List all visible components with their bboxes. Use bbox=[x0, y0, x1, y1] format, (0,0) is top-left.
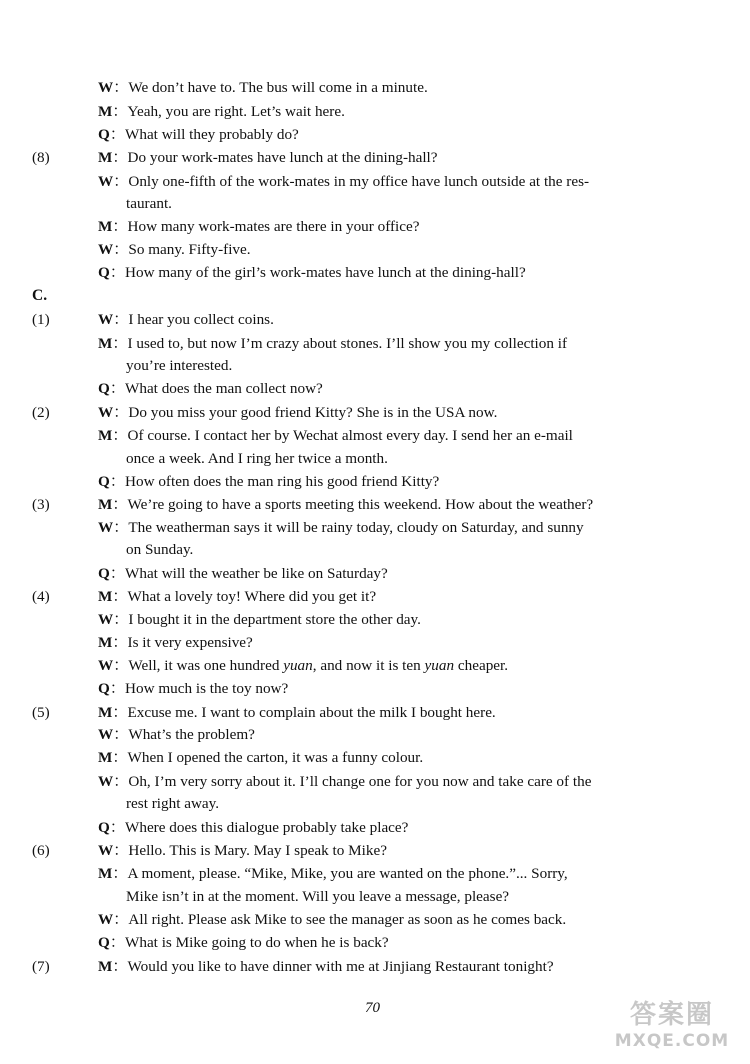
dialogue-line: W：Only one-fifth of the work-mates in my office have lunch outside at the res- bbox=[98, 173, 590, 190]
dialogue-line: W：We don’t have to. The bus will come in a minute. bbox=[98, 79, 428, 96]
dialogue-line: W：What’s the problem? bbox=[98, 726, 255, 743]
dialogue-continuation: taurant. bbox=[126, 195, 172, 212]
dialogue-line: W：All right. Please ask Mike to see the manager as soon as he comes back. bbox=[98, 911, 567, 928]
dialogue-line: M：Yeah, you are right. Let’s wait here. bbox=[98, 103, 345, 120]
dialogue-continuation: rest right away. bbox=[126, 795, 220, 812]
section-heading: C. bbox=[32, 287, 48, 304]
question-line: Q：What does the man collect now? bbox=[98, 380, 323, 397]
dialogue-line: W：Well, it was one hundred yuan, and now it is ten yuan cheaper. bbox=[98, 657, 509, 674]
dialogue-continuation: once a week. And I ring her twice a month. bbox=[126, 450, 388, 467]
page-number: 70 bbox=[365, 1000, 380, 1016]
dialogue-line: W：So many. Fifty-five. bbox=[98, 241, 251, 258]
dialogue-continuation: you’re interested. bbox=[126, 357, 233, 374]
dialogue-line: M：When I opened the carton, it was a funny colour. bbox=[98, 749, 424, 766]
question-line: Q：What will they probably do? bbox=[98, 126, 299, 143]
dialogue-line: W：I bought it in the department store the other day. bbox=[98, 611, 421, 628]
question-line: Q：How many of the girl’s work-mates have lunch at the dining-hall? bbox=[98, 264, 526, 281]
watermark-logo-text: 答案圈 bbox=[629, 1000, 714, 1030]
watermark-url: MXQE.COM bbox=[614, 1031, 730, 1051]
dialogue-line: M：Is it very expensive? bbox=[98, 634, 253, 651]
dialogue-line: M：I used to, but now I’m crazy about stones. I’ll show you my collection if bbox=[98, 335, 568, 352]
dialogue-continuation: Mike isn’t in at the moment. Will you leave a message, please? bbox=[126, 888, 510, 905]
question-line: Q：How often does the man ring his good friend Kitty? bbox=[98, 473, 440, 490]
dialogue-continuation: on Sunday. bbox=[126, 541, 194, 558]
document-page: W：We don’t have to. The bus will come in a minute. M：Yeah, you are right. Let’s wait here. Q：What will they probably do? (8) M：Do your work-mates have lunch at the dining-hall? W：Only one-fifth of the work-mates in my office have lunch outside at the res- taurant. M：How many work-mates are there in your office? W：So many. Fifty-five. Q：How many of the girl’s work-mates have lunch at the dining-hall? C. (1) W：I hear you collect coins. M：I used to, but now I’m crazy about stones. I’ll show you my collection if you’re interested. Q：What does the man collect now? (2) W：Do you miss your good friend Kitty? She is in the USA now. M：Of course. I contact her by Wechat almost every day. I send her an e-mail once a week. And I ring her twice a month. Q：How often does the man ring his good friend Kitty? (3) M：We’re going to have a sports meeting this weekend. How about the weather? W：The weatherman says it will be rainy today, cloudy on Saturday, and sunny on Sunday. Q：What will the weather be like on Saturday? (4) M：What a lovely toy! Where did you get it? W：I bought it in the department store the other day. M：Is it very expensive? W：Well, it was one hundred yuan, and now it is ten yuan cheaper. Q：How much is the toy now? (5) M：Excuse me. I want to complain about the milk I bought here. W：What’s the problem? M：When I opened the carton, it was a funny colour. W：Oh, I’m very sorry about it. I’ll change one for you now and take care of the rest right away. Q：Where does this dialogue probably take place? (6) W：Hello. This is Mary. May I speak to Mike? M：A moment, please. “Mike, Mike, you are wanted on the phone.”... Sorry, Mike isn’t in at the moment. Will you leave a message, please? W：All right. Please ask Mike to see the manager as soon as he comes back. Q：What is Mike going to do when he is back? (7) M：Would you like to have dinner with me at Jinjiang Restaurant tonight? 70 答案圈 MXQE.COM bbox=[0, 0, 750, 1064]
dialogue-line: M：How many work-mates are there in your office? bbox=[98, 218, 420, 235]
dialogue-line: M：A moment, please. “Mike, Mike, you are wanted on the phone.”... Sorry, bbox=[98, 865, 568, 882]
question-line: Q：Where does this dialogue probably take place? bbox=[98, 819, 409, 836]
dialogue-line: M：Of course. I contact her by Wechat almost every day. I send her an e-mail bbox=[98, 427, 573, 444]
watermark-logo bbox=[602, 1000, 742, 1058]
dialogue-line: W：Oh, I’m very sorry about it. I’ll change one for you now and take care of the bbox=[98, 773, 592, 790]
dialogue-line: W：The weatherman says it will be rainy today, cloudy on Saturday, and sunny bbox=[98, 519, 584, 536]
question-line: Q：How much is the toy now? bbox=[98, 680, 289, 697]
question-line: Q：What will the weather be like on Saturday? bbox=[98, 565, 388, 582]
question-line: Q：What is Mike going to do when he is back? bbox=[98, 934, 389, 951]
